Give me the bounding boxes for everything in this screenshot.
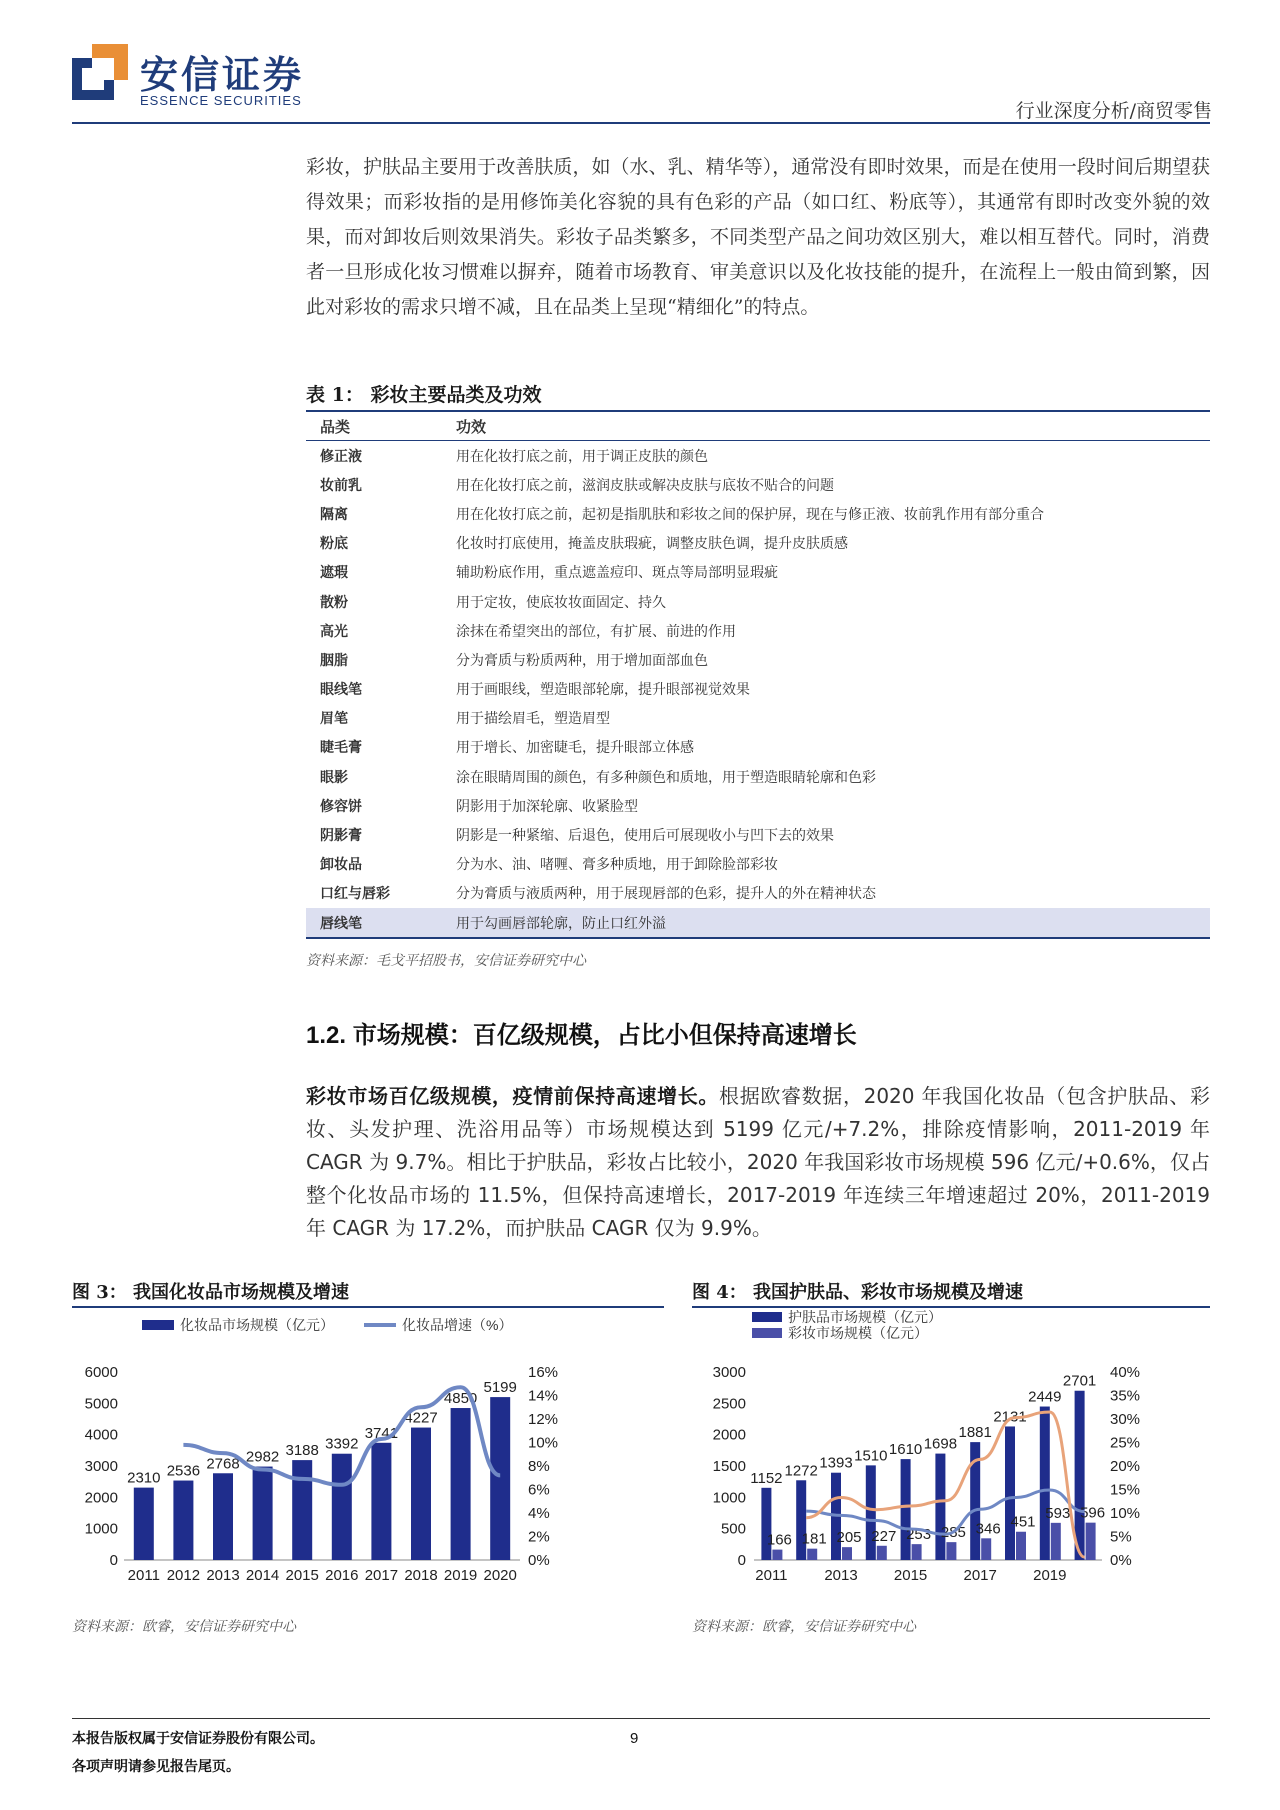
skincare-data-label: 1510 [854, 1447, 888, 1465]
y-tick-label: 2000 [84, 1489, 118, 1507]
table-cell-function: 涂抹在希望突出的部位，有扩展、前进的作用 [456, 623, 736, 640]
logo-text-en: ESSENCE SECURITIES [140, 93, 302, 108]
y2-tick-label: 40% [1110, 1364, 1141, 1381]
y2-tick-label: 6% [528, 1481, 550, 1499]
x-tick-label: 2011 [755, 1567, 788, 1584]
paragraph-body: 根据欧睿数据，2020 年我国化妆品（包含护肤品、彩妆、头发护理、洗浴用品等）市场规模达到 5199 亿元/+7.2%，排除疫情影响，2011-2019 年 CAGR 为 9.7%。相比于护肤品，彩妆占比较小，2020 年我国彩妆市场规模 596 亿元/+0.6%，仅占整个化妆品市场的 11.5%，但保持高速增长，2017-2019 年连续三年增速超过 20%，2011-2019 年 CAGR 为 17.2%，而护肤品 CAGR 仅为 9.9%。 [306, 1084, 1210, 1240]
x-tick-label: 2014 [245, 1567, 280, 1584]
y-tick-label: 1000 [84, 1520, 118, 1538]
bar-data-label: 2310 [127, 1469, 161, 1487]
y2-tick-label: 10% [528, 1434, 559, 1452]
table-cell-category: 高光 [320, 623, 348, 640]
table-cell-category: 眼线笔 [320, 682, 362, 699]
y-tick-label: 6000 [84, 1364, 118, 1381]
table-cell-category: 眼影 [320, 769, 348, 786]
y2-tick-label: 0% [528, 1552, 550, 1569]
makeup-bar [946, 1542, 956, 1560]
skincare-data-label: 1698 [923, 1435, 958, 1453]
table-row [306, 850, 1210, 879]
y2-tick-label: 10% [1110, 1505, 1141, 1522]
figure4-source: 资料来源：欧睿，安信证券研究中心 [692, 1619, 916, 1635]
intro-paragraph: 彩妆，护肤品主要用于改善肤质，如（水、乳、精华等），通常没有即时效果，而是在使用一段时间后期望获得效果；而彩妆指的是用修饰美化容貌的具有色彩的产品（如口红、粉底等），其通常有即时改变外貌的效果，而对卸妆后则效果消失。彩妆子品类繁多，不同类型产品之间功效区别大，难以相互替代。同时，消费者一旦形成化妆习惯难以摒弃，随着市场教育、审美意识以及化妆技能的提升，在流程上一般由简到繁，因此对彩妆的需求只增不减，且在品类上呈现“精细化”的特点。 [306, 156, 1210, 318]
table-cell-category: 修容饼 [320, 798, 362, 815]
makeup-bar [772, 1550, 782, 1560]
skincare-data-label: 1272 [784, 1462, 818, 1480]
y2-tick-label: 15% [1110, 1481, 1141, 1499]
y-tick-label: 3000 [84, 1458, 118, 1475]
makeup-data-label: 227 [871, 1527, 897, 1545]
table-row [306, 616, 1210, 645]
y-tick-label: 3000 [712, 1364, 746, 1381]
table-row [306, 733, 1210, 762]
bar [253, 1467, 273, 1560]
table-cell-function: 阴影是一种紧缩、后退色，使用后可展现收小与凹下去的效果 [456, 828, 834, 845]
bar [490, 1397, 510, 1560]
bar-data-label: 2536 [166, 1462, 201, 1480]
bar [332, 1454, 352, 1560]
y2-tick-label: 16% [528, 1364, 559, 1381]
table-cell-function: 用于画眼线，塑造眼部轮廓，提升眼部视觉效果 [456, 682, 750, 699]
table-cell-function: 用于定妆，使底妆妆面固定、持久 [456, 594, 666, 611]
table-row [306, 645, 1210, 674]
table-cell-category: 修正液 [320, 448, 362, 465]
x-tick-label: 2018 [404, 1567, 438, 1584]
legend-swatch-bar [142, 1320, 174, 1330]
skincare-bar [866, 1465, 876, 1560]
table-body [306, 441, 1210, 939]
x-tick-label: 2013 [824, 1567, 858, 1584]
bar [213, 1473, 233, 1560]
y2-tick-label: 8% [528, 1458, 550, 1475]
page-number: 9 [630, 1730, 639, 1747]
bar-data-label: 3392 [325, 1435, 359, 1453]
y2-tick-label: 12% [528, 1411, 559, 1428]
legend-label-bar: 化妆品市场规模（亿元） [180, 1317, 334, 1333]
table-cell-function: 用于增长、加密睫毛，提升眼部立体感 [456, 740, 694, 757]
skincare-data-label: 1152 [750, 1469, 783, 1487]
table-cell-function: 用在化妆打底之前，用于调正皮肤的颜色 [456, 448, 708, 465]
makeup-bar [981, 1538, 991, 1560]
table-cell-function: 涂在眼睛周围的颜色，有多种颜色和质地，用于塑造眼睛轮廓和色彩 [456, 769, 876, 786]
legend-label-skincare: 护肤品市场规模（亿元） [788, 1310, 942, 1325]
y2-tick-label: 5% [1110, 1528, 1132, 1546]
y-tick-label: 5000 [84, 1395, 118, 1413]
y-tick-label: 500 [720, 1520, 746, 1538]
makeup-bar [1016, 1532, 1026, 1560]
bar [411, 1428, 431, 1560]
skincare-bar [1075, 1391, 1085, 1560]
bar [173, 1481, 193, 1560]
x-tick-label: 2012 [166, 1567, 201, 1584]
table-cell-category: 遮瑕 [320, 565, 348, 582]
bar [371, 1443, 391, 1560]
y2-tick-label: 35% [1110, 1387, 1141, 1405]
logo-text-cn: 安信证券 [140, 53, 305, 97]
makeup-data-label: 181 [801, 1530, 827, 1548]
table-cell-function: 用于描绘眉毛，塑造眉型 [456, 711, 610, 728]
skincare-bar [901, 1459, 911, 1560]
skincare-bar [761, 1488, 771, 1560]
table-row [306, 762, 1210, 791]
market-size-paragraph [306, 1080, 1210, 1245]
makeup-data-label: 285 [940, 1524, 966, 1542]
table-cell-function: 分为水、油、啫喱、膏多种质地，用于卸除脸部彩妆 [456, 857, 778, 874]
skincare-bar [1005, 1426, 1015, 1560]
table-row [306, 879, 1210, 908]
y-tick-label: 2000 [712, 1426, 746, 1444]
makeup-bar [877, 1546, 887, 1560]
figure4-rule [692, 1306, 1210, 1308]
legend-label-makeup: 彩妆市场规模（亿元） [788, 1325, 928, 1341]
x-tick-label: 2015 [285, 1567, 319, 1584]
table-cell-function: 分为膏质与液质两种，用于展现唇部的色彩，提升人的外在精神状态 [456, 886, 876, 903]
table-row [306, 558, 1210, 587]
y2-tick-label: 0% [1110, 1552, 1132, 1569]
footer-copyright: 本报告版权属于安信证券股份有限公司。 [72, 1731, 324, 1747]
skincare-data-label: 2131 [993, 1408, 1027, 1426]
bar-data-label: 3741 [364, 1424, 399, 1442]
table-cell-category: 口红与唇彩 [320, 886, 390, 903]
table-row [306, 587, 1210, 616]
makeup-bar [842, 1547, 852, 1560]
table-source: 资料来源：毛戈平招股书，安信证券研究中心 [306, 953, 586, 969]
y2-tick-label: 20% [1110, 1458, 1141, 1475]
logo-icon [72, 44, 128, 100]
y-tick-label: 0 [109, 1552, 118, 1569]
table-header-category: 品类 [320, 417, 351, 436]
skincare-bar [935, 1454, 945, 1560]
y-tick-label: 1500 [712, 1458, 746, 1475]
y2-tick-label: 25% [1110, 1434, 1141, 1452]
figure4-title: 图 4： 我国护肤品、彩妆市场规模及增速 [692, 1282, 1024, 1303]
skincare-data-label: 1881 [958, 1424, 992, 1442]
y2-tick-label: 14% [528, 1387, 559, 1405]
y2-tick-label: 4% [528, 1505, 550, 1522]
table-cell-category: 粉底 [320, 536, 348, 553]
table-title: 表 1： 彩妆主要品类及功效 [306, 384, 542, 406]
skincare-data-label: 2701 [1062, 1372, 1097, 1390]
footer-disclaimer: 各项声明请参见报告尾页。 [72, 1759, 240, 1775]
table-cell-category: 睫毛膏 [320, 740, 362, 757]
x-tick-label: 2020 [483, 1567, 517, 1584]
section-title: 1.2. 市场规模：百亿级规模，占比小但保持高速增长 [306, 1022, 857, 1049]
table-cell-category: 胭脂 [320, 652, 348, 669]
y-tick-label: 0 [737, 1552, 746, 1569]
makeup-bar [807, 1549, 817, 1560]
bar-data-label: 2768 [206, 1455, 240, 1473]
table-bottom-rule [306, 937, 1210, 939]
skincare-data-label: 2449 [1028, 1388, 1062, 1406]
table-row [306, 908, 1210, 937]
makeup-bar [1086, 1523, 1096, 1560]
y2-tick-label: 30% [1110, 1411, 1141, 1428]
bar-data-label: 2982 [245, 1448, 280, 1466]
y-tick-label: 1000 [712, 1489, 746, 1507]
makeup-data-label: 593 [1045, 1504, 1071, 1522]
makeup-data-label: 451 [1010, 1513, 1036, 1531]
footer-divider [72, 1718, 1210, 1719]
table-row [306, 470, 1210, 499]
x-tick-label: 2019 [1033, 1567, 1067, 1584]
skincare-makeup-chart [692, 1310, 1210, 1610]
table-header-function: 功效 [456, 417, 487, 436]
bar-data-label: 5199 [483, 1379, 517, 1397]
figure3-title: 图 3： 我国化妆品市场规模及增速 [72, 1282, 350, 1303]
x-tick-label: 2011 [127, 1567, 160, 1584]
legend-swatch-skincare [752, 1312, 782, 1322]
makeup-data-label: 166 [766, 1531, 792, 1549]
table-header-row [306, 412, 1210, 440]
bar [134, 1488, 154, 1560]
header-divider [72, 122, 1210, 124]
table-cell-function: 化妆时打底使用，掩盖皮肤瑕疵，调整皮肤色调，提升皮肤质感 [456, 536, 848, 553]
table-cell-category: 散粉 [320, 594, 348, 611]
table-row [306, 529, 1210, 558]
skincare-bar [1040, 1407, 1050, 1560]
table-cell-category: 阴影膏 [320, 828, 362, 845]
table-cell-category: 隔离 [320, 506, 348, 523]
table-cell-category: 卸妆品 [320, 857, 362, 874]
table-row [306, 820, 1210, 849]
makeup-data-label: 596 [1080, 1504, 1106, 1522]
bar-data-label: 3188 [285, 1442, 319, 1460]
y2-tick-label: 2% [528, 1528, 550, 1546]
table-cell-function: 用在化妆打底之前，滋润皮肤或解决皮肤与底妆不贴合的问题 [456, 477, 834, 494]
table-cell-function: 用在化妆打底之前，起初是指肌肤和彩妆之间的保护屏，现在与修正液、妆前乳作用有部分重合 [456, 506, 1044, 523]
table-cell-function: 辅助粉底作用，重点遮盖痘印、斑点等局部明显瑕疵 [456, 565, 778, 582]
table-row [306, 441, 1210, 470]
x-tick-label: 2015 [893, 1567, 928, 1584]
bar [292, 1460, 312, 1560]
table-cell-function: 阴影用于加深轮廓、收紧脸型 [456, 798, 638, 815]
cosmetics-category-table [306, 410, 1210, 939]
table-cell-function: 分为膏质与粉质两种，用于增加面部血色 [456, 652, 708, 669]
makeup-bar [912, 1544, 922, 1560]
bar-data-label: 4850 [443, 1390, 478, 1408]
skincare-data-label: 1393 [819, 1454, 853, 1472]
table-row [306, 499, 1210, 528]
makeup-data-label: 346 [975, 1520, 1001, 1538]
skincare-bar [796, 1480, 806, 1560]
x-tick-label: 2019 [443, 1567, 478, 1584]
x-tick-label: 2013 [206, 1567, 240, 1584]
x-tick-label: 2017 [963, 1567, 997, 1584]
table-cell-category: 眉笔 [320, 711, 348, 728]
report-category: 行业深度分析/商贸零售 [1015, 100, 1212, 122]
table-cell-category: 妆前乳 [320, 477, 362, 494]
legend-label-line: 化妆品增速（%） [402, 1317, 513, 1333]
makeup-data-label: 253 [906, 1526, 932, 1544]
table-cell-category: 唇线笔 [320, 915, 362, 932]
table-row [306, 675, 1210, 704]
x-tick-label: 2017 [364, 1567, 399, 1584]
skincare-data-label: 1610 [888, 1441, 923, 1459]
paragraph-lead: 彩妆市场百亿级规模，疫情前保持高速增长。 [306, 1084, 720, 1108]
table-cell-function: 用于勾画唇部轮廓，防止口红外溢 [456, 915, 666, 932]
makeup-data-label: 205 [836, 1529, 862, 1547]
table-row [306, 704, 1210, 733]
table-row [306, 791, 1210, 820]
figure3-source: 资料来源：欧睿，安信证券研究中心 [72, 1619, 296, 1635]
y-tick-label: 4000 [84, 1426, 118, 1444]
figure3-rule [72, 1306, 664, 1308]
y-tick-label: 2500 [712, 1395, 746, 1413]
bar [451, 1408, 471, 1560]
x-tick-label: 2016 [325, 1567, 359, 1584]
legend-swatch-makeup [752, 1328, 782, 1338]
makeup-bar [1051, 1523, 1061, 1560]
bar-data-label: 4227 [404, 1409, 438, 1427]
cosmetics-market-chart [72, 1310, 664, 1610]
